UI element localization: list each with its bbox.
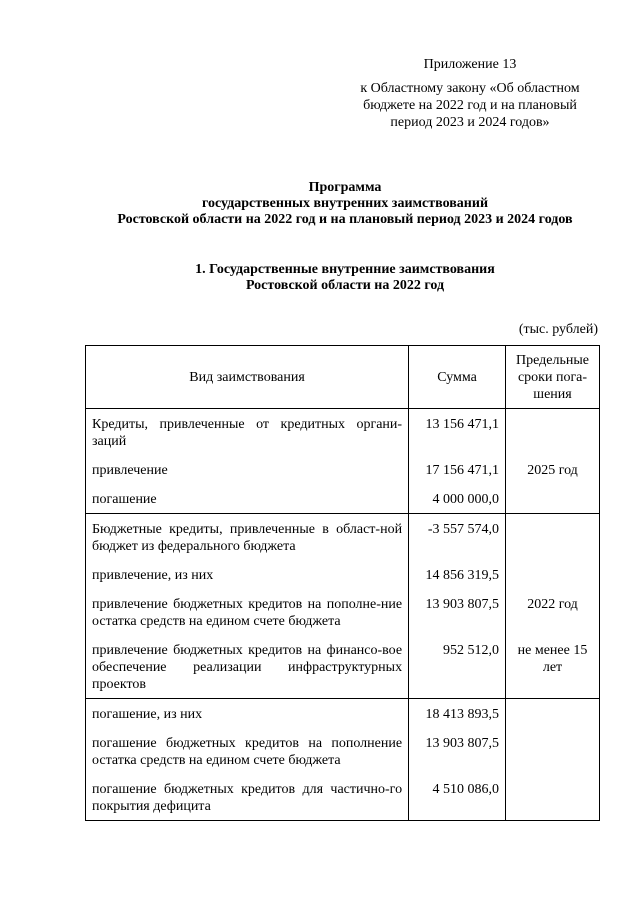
row-label: привлечение, из них xyxy=(86,555,409,584)
header-sum: Сумма xyxy=(409,346,506,409)
row-term: 2022 год xyxy=(506,584,600,630)
row-sum: 13 903 807,5 xyxy=(409,723,506,769)
row-sum: 17 156 471,1 xyxy=(409,450,506,479)
row-label: погашение xyxy=(86,479,409,514)
row-term: не менее 15 лет xyxy=(506,630,600,699)
row-sum: 13 903 807,5 xyxy=(409,584,506,630)
row-sum: -3 557 574,0 xyxy=(409,514,506,556)
row-sum: 4 000 000,0 xyxy=(409,479,506,514)
appendix-line: к Областному закону «Об областном xyxy=(360,81,580,96)
row-sum: 952 512,0 xyxy=(409,630,506,699)
row-term xyxy=(506,723,600,769)
header-term: Предельные сроки пога-шения xyxy=(506,346,600,409)
header-type: Вид заимствования xyxy=(86,346,409,409)
table-row xyxy=(86,555,600,584)
table-row xyxy=(86,584,600,630)
row-term xyxy=(506,514,600,556)
borrowings-table xyxy=(85,345,600,821)
appendix-header xyxy=(340,56,600,131)
table-row xyxy=(86,699,600,724)
row-sum: 14 856 319,5 xyxy=(409,555,506,584)
table-row xyxy=(86,723,600,769)
table-row xyxy=(86,450,600,479)
row-term xyxy=(506,409,600,451)
table-row xyxy=(86,769,600,821)
row-label: погашение бюджетных кредитов на пополнение остатка средств на едином счете бюджета xyxy=(86,723,409,769)
row-term xyxy=(506,479,600,514)
row-term xyxy=(506,769,600,821)
appendix-number: Приложение 13 xyxy=(423,57,517,72)
row-label: привлечение xyxy=(86,450,409,479)
section-line: 1. Государственные внутренние заимствования xyxy=(195,262,495,277)
row-sum: 18 413 893,5 xyxy=(409,699,506,724)
row-term xyxy=(506,699,600,724)
row-label: погашение бюджетных кредитов для частично-го покрытия дефицита xyxy=(86,769,409,821)
table-row xyxy=(86,630,600,699)
row-label: привлечение бюджетных кредитов на пополне-ние остатка средств на едином счете бюджета xyxy=(86,584,409,630)
row-term: 2025 год xyxy=(506,450,600,479)
units-label: (тыс. рублей) xyxy=(518,322,598,337)
row-sum: 13 156 471,1 xyxy=(409,409,506,451)
row-term xyxy=(506,555,600,584)
title-line: Ростовской области на 2022 год и на плановый период 2023 и 2024 годов xyxy=(117,212,573,227)
section-title xyxy=(80,262,610,294)
row-sum: 4 510 086,0 xyxy=(409,769,506,821)
section-line: Ростовской области на 2022 год xyxy=(245,278,445,293)
table-header-row xyxy=(86,346,600,409)
row-label: Бюджетные кредиты, привлеченные в област-ной бюджет из федерального бюджета xyxy=(86,514,409,556)
table-row xyxy=(86,409,600,451)
table-row xyxy=(86,479,600,514)
title-line: государственных внутренних заимствований xyxy=(201,196,489,211)
appendix-line: бюджете на 2022 год и на плановый xyxy=(363,98,577,113)
title-line: Программа xyxy=(308,180,382,195)
row-label: привлечение бюджетных кредитов на финансо-вое обеспечение реализации инфраструктурных проектов xyxy=(86,630,409,699)
table-row xyxy=(86,514,600,556)
row-label: погашение, из них xyxy=(86,699,409,724)
appendix-line: период 2023 и 2024 годов» xyxy=(390,115,550,130)
document-title xyxy=(80,180,610,228)
row-label: Кредиты, привлеченные от кредитных органи-заций xyxy=(86,409,409,451)
